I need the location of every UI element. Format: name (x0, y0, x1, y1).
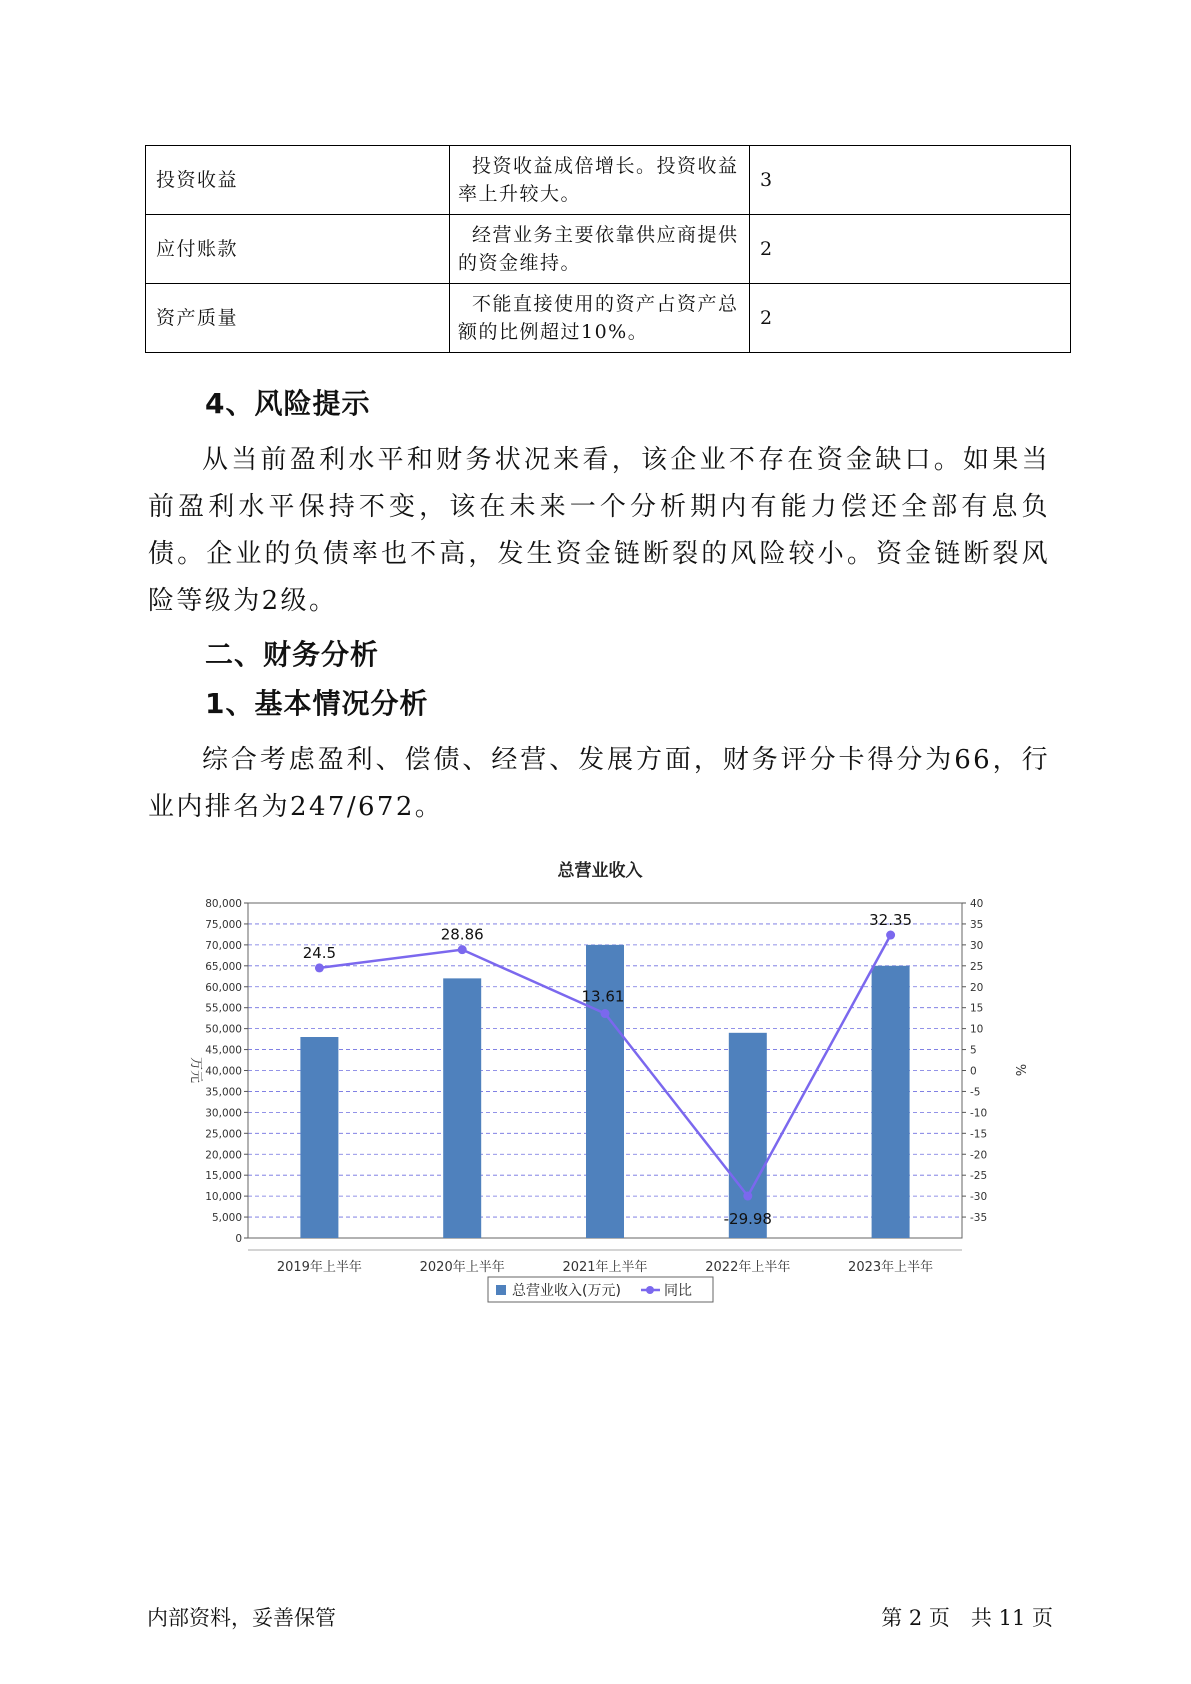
page-number: 第 2 页 共 11 页 (881, 1606, 1053, 1630)
y2-tick-label: -15 (970, 1128, 988, 1141)
y-tick-label: 70,000 (205, 939, 242, 952)
basic-analysis-paragraph: 综合考虑盈利、偿债、经营、发展方面，财务评分卡得分为66，行业内排名为247/672。 (148, 745, 1050, 822)
y2-axis-label: % (1012, 1063, 1027, 1077)
x-tick-label: 2023年上半年 (848, 1260, 934, 1275)
y2-tick-label: -30 (970, 1191, 988, 1204)
chart-title: 总营业收入 (557, 861, 643, 881)
data-label: 13.61 (581, 987, 625, 1006)
y-tick-label: 0 (235, 1233, 242, 1245)
y2-tick-label: 0 (970, 1065, 977, 1078)
table-cell-score: 2 (750, 215, 1071, 284)
table-row (146, 284, 1071, 353)
yoy-point (315, 963, 324, 972)
y2-tick-label: 20 (970, 981, 984, 994)
yoy-point (458, 945, 467, 954)
x-tick-label: 2021年上半年 (562, 1260, 648, 1275)
table-cell-score: 2 (750, 284, 1071, 353)
risk-paragraph: 从当前盈利水平和财务状况来看，该企业不存在资金缺口。如果当前盈利水平保持不变，该在未来一个分析期内有能力偿还全部有息负债。企业的负债率也不高，发生资金链断裂的风险较小。资金链断裂风险等级为2级。 (148, 445, 1050, 616)
chart-legend (488, 1277, 713, 1302)
table-cell-desc: 经营业务主要依靠供应商提供的资金维持。 (450, 215, 750, 284)
data-label: -29.98 (723, 1210, 772, 1229)
y2-tick-label: 25 (970, 960, 984, 973)
revenue-bar (300, 1037, 338, 1238)
y-tick-label: 40,000 (205, 1065, 242, 1078)
basic-analysis-heading: 1、基本情况分析 (205, 687, 429, 720)
yoy-point (886, 931, 895, 940)
footer-left: 内部资料，妥善保管 (147, 1606, 336, 1630)
y-tick-label: 15,000 (205, 1170, 242, 1183)
table-cell-desc: 投资收益成倍增长。投资收益率上升较大。 (450, 146, 750, 215)
revenue-bar (729, 1033, 767, 1238)
y-tick-label: 25,000 (205, 1128, 242, 1141)
legend-bar-swatch (496, 1285, 506, 1295)
y-tick-label: 55,000 (205, 1002, 242, 1015)
table-cell-desc: 不能直接使用的资产占资产总额的比例超过10%。 (450, 284, 750, 353)
legend-line-label: 同比 (664, 1283, 692, 1299)
financial-analysis-heading: 二、财务分析 (205, 638, 380, 671)
y2-tick-label: -35 (970, 1212, 988, 1225)
y-tick-label: 10,000 (205, 1191, 242, 1204)
data-label: 32.35 (869, 911, 913, 930)
legend-bar-label: 总营业收入(万元) (512, 1283, 621, 1299)
y2-tick-label: 5 (970, 1044, 977, 1057)
table-cell-item: 投资收益 (146, 146, 450, 215)
y-tick-label: 80,000 (205, 898, 242, 910)
x-tick-label: 2019年上半年 (276, 1260, 362, 1275)
y2-tick-label: 40 (970, 898, 984, 910)
table-cell-item: 应付账款 (146, 215, 450, 284)
y2-tick-label: -10 (970, 1107, 988, 1120)
risk-table (145, 145, 1071, 353)
y-tick-label: 60,000 (205, 981, 242, 994)
risk-heading: 4、风险提示 (205, 387, 371, 420)
y-tick-label: 75,000 (205, 918, 242, 931)
revenue-chart (180, 855, 1027, 1315)
yoy-point (743, 1192, 752, 1201)
y2-tick-label: -25 (970, 1170, 988, 1183)
y-axis-label: 万元 (188, 1056, 203, 1084)
y-tick-label: 50,000 (205, 1023, 242, 1036)
table-cell-item: 资产质量 (146, 284, 450, 353)
table-row (146, 215, 1071, 284)
x-tick-label: 2020年上半年 (419, 1260, 505, 1275)
table-row (146, 146, 1071, 215)
y-tick-label: 35,000 (205, 1086, 242, 1099)
y2-tick-label: -20 (970, 1149, 988, 1162)
y-tick-label: 45,000 (205, 1044, 242, 1057)
revenue-bar (872, 966, 910, 1238)
data-label: 28.86 (440, 925, 484, 944)
y2-tick-label: 30 (970, 939, 984, 952)
y2-tick-label: 15 (970, 1002, 984, 1015)
y-tick-label: 20,000 (205, 1149, 242, 1162)
y2-tick-label: -5 (970, 1086, 981, 1099)
yoy-point (601, 1009, 610, 1018)
x-tick-label: 2022年上半年 (705, 1260, 791, 1275)
y-tick-label: 5,000 (211, 1212, 242, 1225)
revenue-bar (443, 978, 481, 1238)
data-label: 24.5 (302, 943, 337, 962)
legend-line-marker (646, 1286, 654, 1294)
y2-tick-label: 35 (970, 918, 984, 931)
y-tick-label: 65,000 (205, 960, 242, 973)
y-tick-label: 30,000 (205, 1107, 242, 1120)
table-cell-score: 3 (750, 146, 1071, 215)
y2-tick-label: 10 (970, 1023, 984, 1036)
